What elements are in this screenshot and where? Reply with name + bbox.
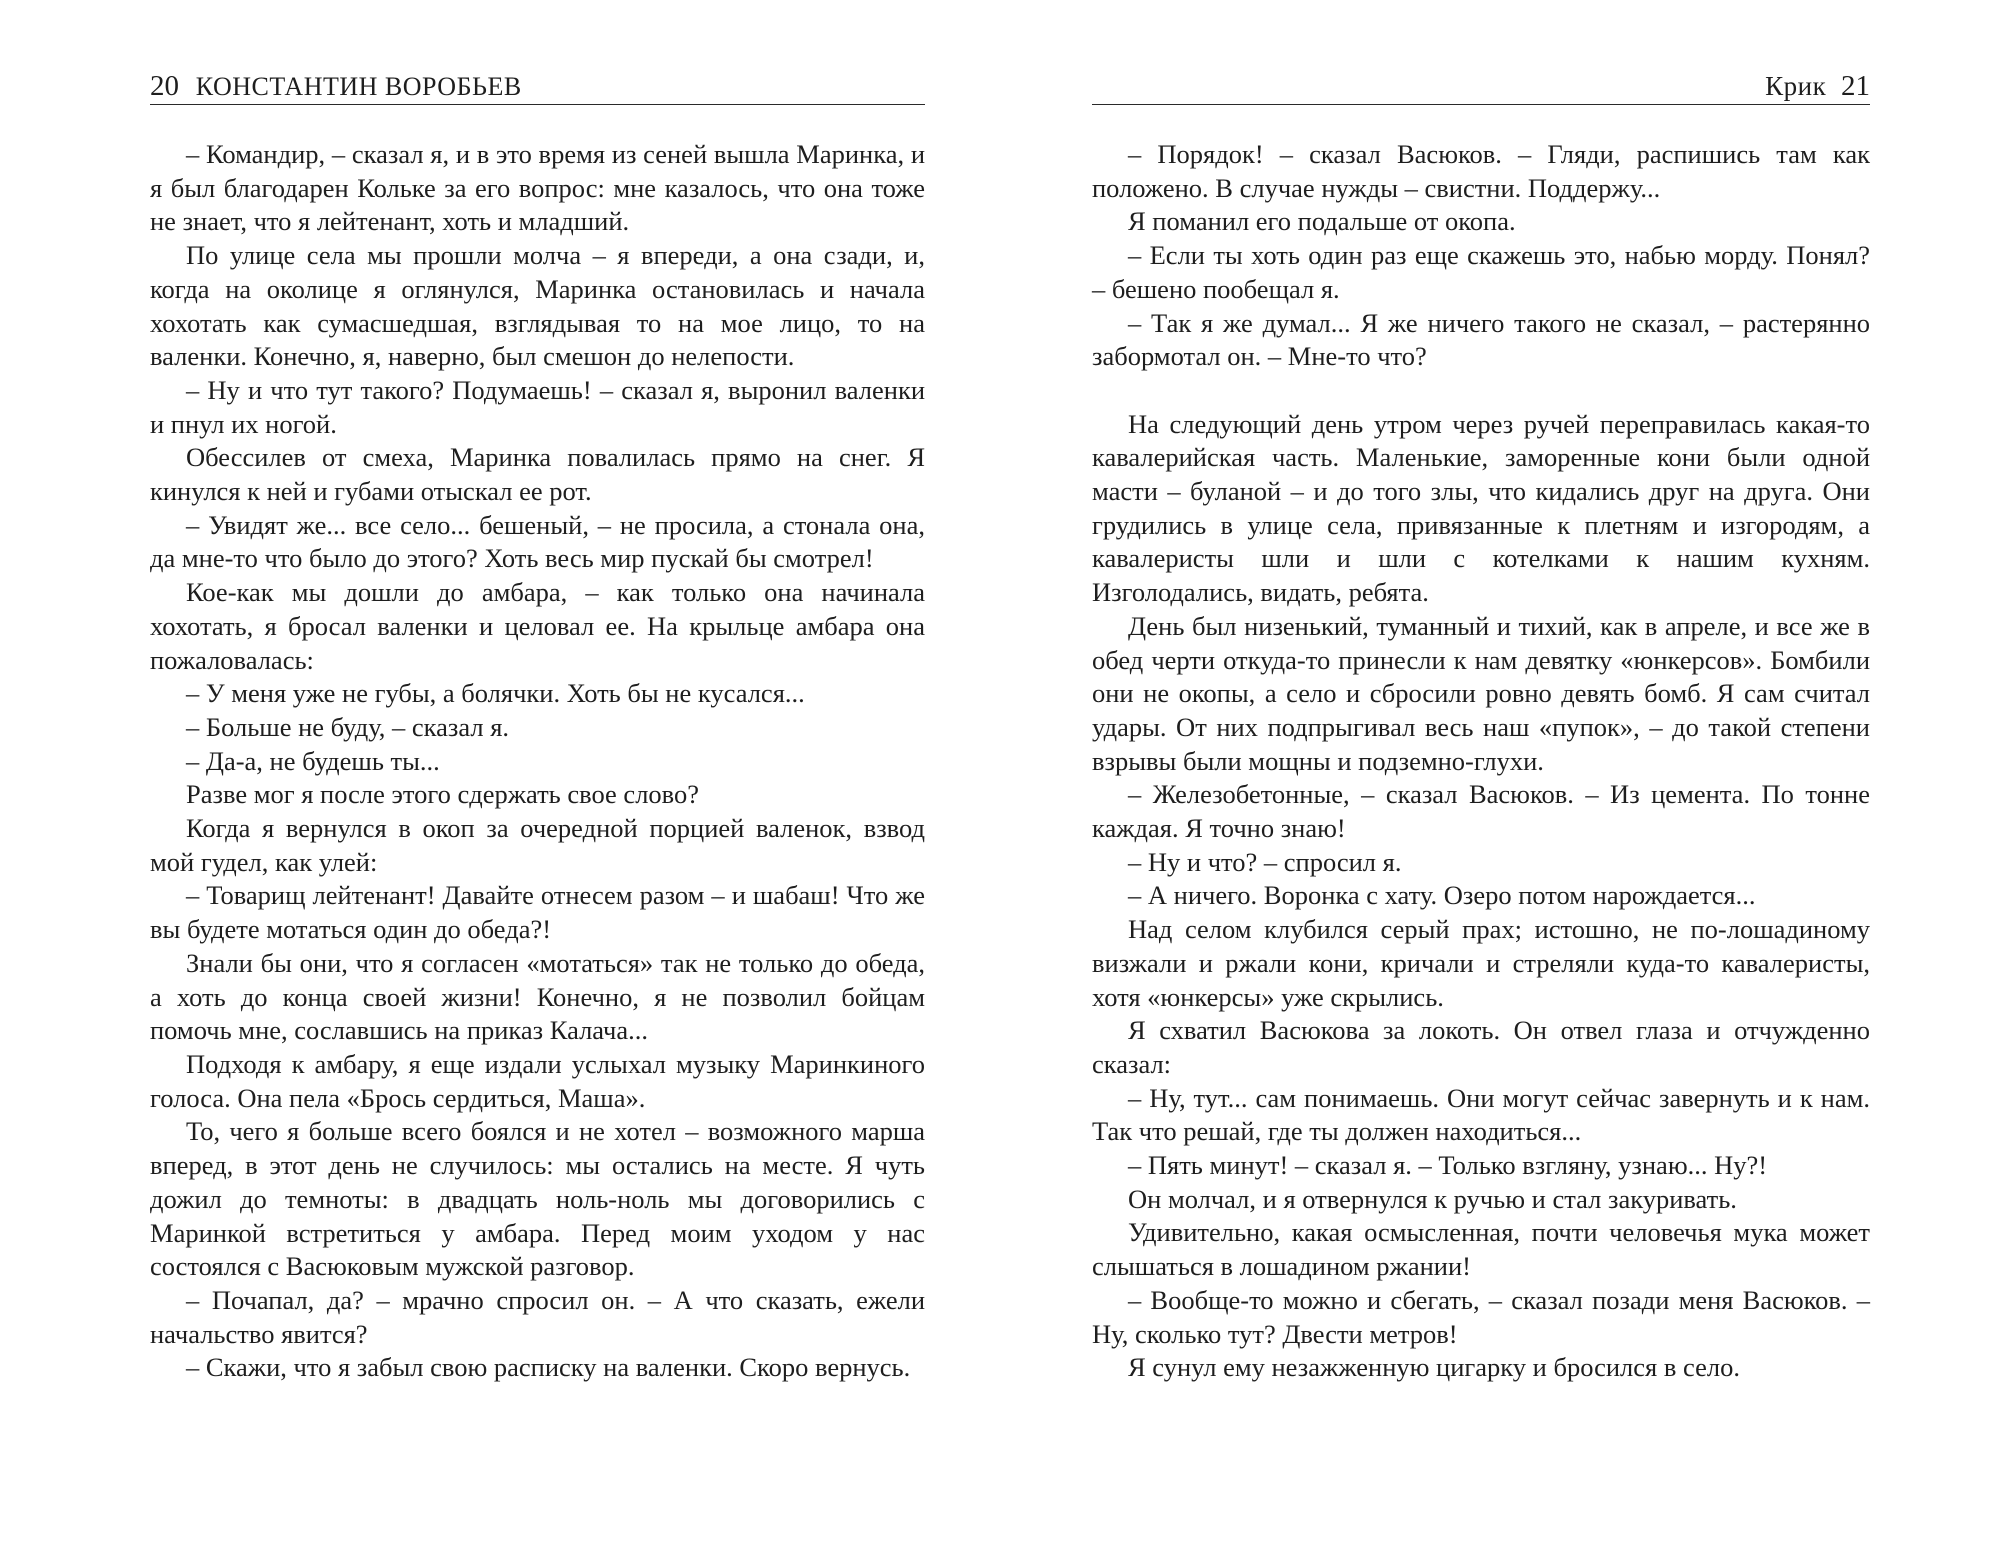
left-page (150, 0, 925, 1560)
paragraph: Обессилев от смеха, Маринка повалилась прямо на снег. Я кинулся к ней и губами отыскал ее рот. (150, 442, 925, 507)
paragraph: Когда я вернулся в окоп за очередной порцией валенок, взвод мой гудел, как улей: (150, 813, 925, 877)
paragraph: – Если ты хоть один раз еще скажешь это, набью морду. Понял? – бешено пообещал я. (1092, 240, 1870, 304)
right-page-header (1092, 68, 1870, 105)
paragraph: – А ничего. Воронка с хату. Озеро потом нарождается... (1128, 880, 1756, 911)
paragraph: – Порядок! – сказал Васюков. – Гляди, распишись там как положено. В случае нужды – свистни. Поддержу... (1092, 139, 1870, 203)
paragraph: Удивительно, какая осмысленная, почти человечья мука может слышаться в лошадином ржании! (1092, 1217, 1870, 1282)
right-page-body (1092, 138, 1870, 1385)
paragraph: – Да-а, не будешь ты... (186, 745, 440, 776)
paragraph: – Так я же думал... Я же ничего такого не сказал, – растерянно забормотал он. – Мне-то что? (1092, 307, 1870, 372)
paragraph: – Товарищ лейтенант! Давайте отнесем разом – и шабаш! Что же вы будете мотаться один до обеда?! (150, 880, 925, 945)
paragraph: – Ну, тут... сам понимаешь. Они могут сейчас завернуть и к нам. Так что решай, где ты должен находиться... (1092, 1082, 1870, 1147)
paragraph: Я сунул ему незажженную цигарку и бросился в село. (1128, 1352, 1740, 1383)
paragraph: – Командир, – сказал я, и в это время из сеней вышла Маринка, и я был благодарен Кольке за его вопрос: мне казалось, что она тоже не знает, что я лейтенант, хоть и младший. (150, 139, 925, 237)
paragraph: – Ну и что? – спросил я. (1128, 846, 1402, 877)
paragraph: Кое-как мы дошли до амбара, – как только она начинала хохотать, я бросал валенки и целовал ее. На крыльце амбара она пожаловалась: (150, 577, 925, 675)
section-break (1092, 374, 1870, 408)
paragraph: По улице села мы прошли молча – я впереди, а она сзади, и, когда на околице я оглянулся, Маринка остановилась и начала хохотать как сумасшедшая, взглядывая то на мое лицо, то на валенки. Конечно, я, наверно, был смешон до нелепости. (150, 240, 925, 372)
paragraph: – Железобетонные, – сказал Васюков. – Из цемента. По тонне каждая. Я точно знаю! (1092, 779, 1870, 844)
paragraph: Он молчал, и я отвернулся к ручью и стал закуривать. (1128, 1183, 1737, 1214)
paragraph: – Вообще-то можно и сбегать, – сказал позади меня Васюков. – Ну, сколько тут? Двести метров! (1092, 1284, 1870, 1349)
paragraph: То, чего я больше всего боялся и не хотел – возможного марша вперед, в этот день не случилось: мы остались на месте. Я чуть дожил до темноты: в двадцать ноль-ноль мы договорились с Маринкой встретиться у амбара. Перед моим уходом у нас состоялся с Васюковым мужской разговор. (150, 1116, 925, 1282)
paragraph: Знали бы они, что я согласен «мотаться» так не только до обеда, а хоть до конца своей жизни! Конечно, я не позволил бойцам помочь мне, сославшись на приказ Калача... (150, 947, 925, 1046)
right-page (1092, 0, 1870, 1560)
paragraph: – Скажи, что я забыл свою расписку на валенки. Скоро вернусь. (186, 1352, 911, 1383)
left-page-body (150, 138, 925, 1385)
paragraph: Подходя к амбару, я еще издали услыхал музыку Маринкиного голоса. Она пела «Брось сердиться, Маша». (150, 1048, 925, 1113)
paragraph: – Почапал, да? – мрачно спросил он. – А что сказать, ежели начальство явится? (150, 1284, 925, 1349)
paragraph: – Увидят же... все село... бешеный, – не просила, а стонала она, да мне-то что было до этого? Хоть весь мир пускай бы смотрел! (150, 509, 925, 574)
right-running-head: Крик (1765, 71, 1827, 101)
paragraph: – Больше не буду, – сказал я. (186, 711, 510, 742)
paragraph: Разве мог я после этого сдержать свое слово? (186, 779, 700, 810)
paragraph: День был низенький, туманный и тихий, как в апреле, и все же в обед черти откуда-то принесли к нам девятку «юнкерсов». Бомбили они не окопы, а село и сбросили ровно девять бомб. Я сам считал удары. От них подпрыгивал весь наш «пупок», – до такой степени взрывы были мощны и подземно-глухи. (1092, 610, 1870, 776)
paragraph: На следующий день утром через ручей переправилась какая-то кавалерийская часть. Маленькие, заморенные кони были одной масти – буланой – и до того злы, что кидались друг на друга. Они грудились в улице села, привязанные к плетням и изгородям, а кавалеристы шли и шли с котелками к нашим кухням. Изголодались, видать, ребята. (1092, 408, 1870, 608)
left-page-number: 20 (150, 70, 179, 102)
paragraph: Я поманил его подальше от окопа. (1128, 206, 1516, 237)
left-page-header (150, 68, 925, 105)
right-page-number: 21 (1841, 70, 1870, 102)
paragraph: Я схватил Васюкова за локоть. Он отвел глаза и отчужденно сказал: (1092, 1015, 1870, 1079)
left-running-head: КОНСТАНТИН ВОРОБЬЕВ (195, 72, 522, 101)
paragraph: – Пять минут! – сказал я. – Только взгляну, узнаю... Ну?! (1128, 1150, 1768, 1181)
paragraph: – У меня уже не губы, а болячки. Хоть бы не кусался... (186, 678, 805, 709)
paragraph: – Ну и что тут такого? Подумаешь! – сказал я, выронил валенки и пнул их ногой. (150, 374, 925, 439)
paragraph: Над селом клубился серый прах; истошно, не по-лошадиному визжали и ржали кони, кричали и стреляли куда-то кавалеристы, хотя «юнкерсы» уже скрылись. (1092, 914, 1870, 1012)
